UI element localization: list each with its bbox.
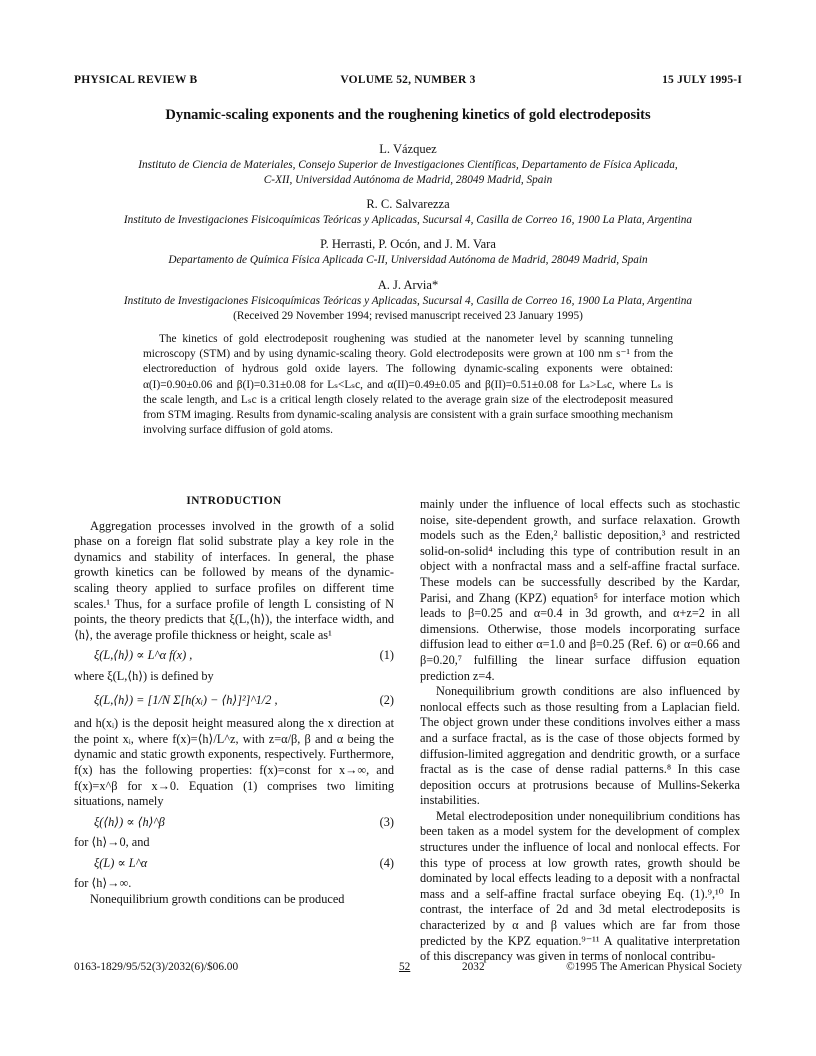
equation-3: ξ(⟨h⟩) ∝ ⟨h⟩^β (3): [94, 814, 394, 829]
paragraph: Nonequilibrium growth conditions can be produced: [90, 892, 345, 907]
author-name: A. J. Arvia*: [377, 278, 439, 292]
copyright: ©1995 The American Physical Society: [566, 961, 742, 973]
author-name: R. C. Salvarezza: [366, 197, 450, 211]
paragraph: for ⟨h⟩→0, and: [74, 835, 150, 850]
right-column: [420, 497, 740, 965]
journal-name: PHYSICAL REVIEW B: [74, 74, 198, 86]
volume-number: VOLUME 52, NUMBER 3: [340, 74, 476, 86]
paragraph: and h(xᵢ) is the deposit height measured along the x direction at the point xᵢ, where f(x)=⟨h⟩/L^z, with z=α/β, β and α being the dynamic and static growth exponents, respectively. Furthermore, f(x) has the following properties: f(x)=const for x→∞, and f(x)=x^β for x→0. Equation (1) comprises two limiting situations, namely: [74, 716, 394, 809]
paper-title: Dynamic-scaling exponents and the roughening kinetics of gold electrodeposits: [165, 107, 651, 123]
equation-1: ξ(L,⟨h⟩) ∝ L^α f(x) , (1): [94, 648, 394, 663]
author-affiliation: Departamento de Química Física Aplicada C-II, Universidad Autónoma de Madrid, 28049 Madrid, Spain: [168, 254, 648, 266]
issue-date: 15 JULY 1995-I: [662, 74, 742, 86]
received-dates: (Received 29 November 1994; revised manuscript received 23 January 1995): [233, 310, 583, 322]
equation-2: ξ(L,⟨h⟩) = [1/N Σ[h(xᵢ) − ⟨h⟩]²]^1/2 , (2): [94, 692, 394, 707]
equation-number: (3): [379, 814, 394, 829]
author-affiliation: Instituto de Ciencia de Materiales, Consejo Superior de Investigaciones Científicas, Departamento de Física Aplicada, C-XII, Universidad Autónoma de Madrid, 28049 Madrid, Spain: [138, 159, 678, 186]
paragraph: where ξ(L,⟨h⟩) is defined by: [74, 668, 214, 683]
page-footer: [74, 961, 742, 977]
paragraph: Aggregation processes involved in the growth of a solid phase on a foreign flat solid substrate play a key role in the dynamics and stability of interfaces. In general, the phase growth kinetics can be followed by means of the dynamic-scaling theory applied to surface profiles on different time scales.¹ Thus, for a surface profile of length L consisting of N points, the theory predicts that ξ(L,⟨h⟩), the interface width, and ⟨h⟩, the average profile thickness or height, scale as¹: [74, 518, 394, 642]
author-affiliation: Instituto de Investigaciones Fisicoquímicas Teóricas y Aplicadas, Sucursal 4, Casilla de Correo 16, 1900 La Plata, Argentina: [123, 295, 693, 307]
footer-volume: 52: [399, 961, 411, 973]
equation-4: ξ(L) ∝ L^α (4): [94, 855, 394, 870]
paragraph: for ⟨h⟩→∞.: [74, 876, 132, 891]
section-title: INTRODUCTION: [186, 495, 282, 507]
article-code: 0163-1829/95/52(3)/2032(6)/$06.00: [74, 961, 239, 973]
paragraph: mainly under the influence of local effects such as stochastic noise, site-dependent growth, and surface relaxation. Growth models such as the Eden,² ballistic deposition,³ and restricted solid-on-solid⁴ including this type of contribution result in an object with a nonfractal mass and a self-affine fractal surface. These models can be successfully described by the Kardar, Parisi, and Zhang (KPZ) equation⁵ for interface motion which leads to β=0.25 and α=0.4 in 3d growth, and α+z=2 in all dimensions. Otherwise, those models incorporating surface diffusion lead to either α=1.0 and β=0.25 (Ref. 6) or α=0.66 and β=0.20,⁷ fulfilling the linear surface diffusion equation prediction z=4.: [420, 497, 740, 683]
author-name: P. Herrasti, P. Ocón, and J. M. Vara: [320, 237, 496, 251]
running-header: [74, 74, 742, 90]
abstract: The kinetics of gold electrodeposit roughening was studied at the nanometer level by scanning tunneling microscopy (STM) and by using dynamic-scaling theory. Gold electrodeposits were grown at 100 nm s⁻¹ from the electroreduction of hydrous gold oxide layers. The following dynamic-scaling exponents were obtained: α(I)=0.90±0.06 and β(I)=0.31±0.08 for Lₛ<Lₛc, and α(II)=0.49±0.05 and β(II)=0.51±0.08 for Lₛ>Lₛc, where Lₛ is the scale length, and Lₛc is a critical length closely related to the average grain size of the electrodeposit measured from STM imaging. Results from dynamic-scaling analysis are consistent with a grain surface smoothing mechanism involving surface diffusion of gold atoms.: [143, 333, 673, 437]
left-column: [74, 494, 394, 908]
page-number: 2032: [462, 961, 485, 973]
equation-number: (4): [379, 855, 394, 870]
paragraph: Metal electrodeposition under nonequilibrium conditions has been taken as a model system for the development of complex structures under the influence of local and nonlocal effects. For this type of process at low growth rates, growth should be dominated by local effects leading to a deposit with a nonfractal mass and a self-affine fractal surface obeying Eq. (1).⁹,¹⁰ In contrast, the interface of 2d and 3d metal electrodeposits is characterized by α and β values which are far from those predicted by the KPZ equation.⁹⁻¹¹ A qualitative interpretation of this discrepancy was given in terms of nonlocal contribu-: [420, 808, 740, 964]
equation-number: (1): [379, 648, 394, 663]
author-name: L. Vázquez: [379, 142, 437, 156]
equation-number: (2): [379, 692, 394, 707]
author-affiliation: Instituto de Investigaciones Fisicoquímicas Teóricas y Aplicadas, Sucursal 4, Casilla de Correo 16, 1900 La Plata, Argentina: [123, 214, 693, 226]
paragraph: Nonequilibrium growth conditions are also influenced by nonlocal effects such as those resulting from a Laplacian field. The object grown under these conditions involves either a mass and a surface fractal, as is the case of those objects formed by diffusion-limited aggregation and dendritic growth, or a surface fractal as is the case of dense radial patterns.⁸ In this case deposition occurs at protrusions because of Mullins-Sekerka instabilities.: [420, 684, 740, 808]
